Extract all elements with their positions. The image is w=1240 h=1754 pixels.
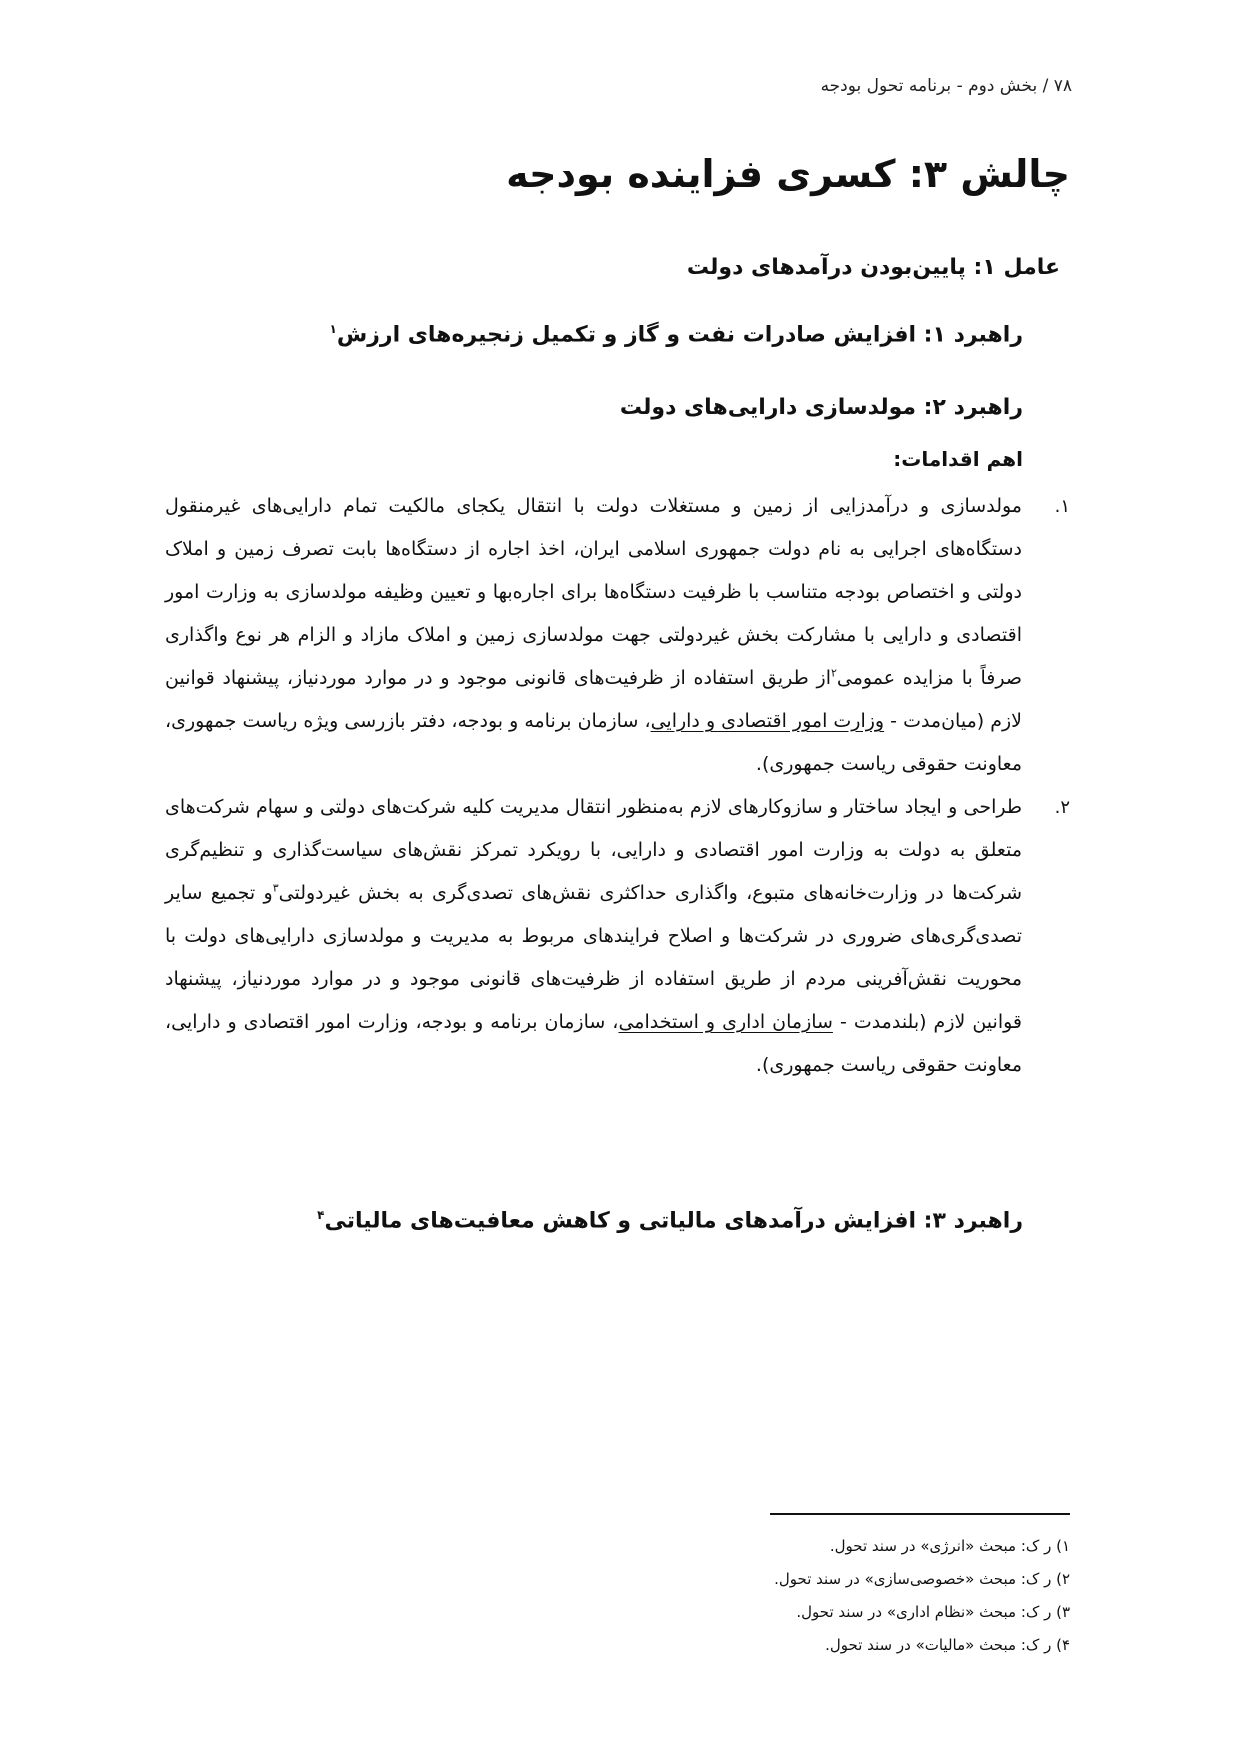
actions-list [165,485,1070,1087]
footnote-ref-2[interactable]: ۲ [830,666,837,680]
action-text: ، سازمان برنامه و بودجه، دفتر بازرسی ویژه ریاست جمهوری، معاونت حقوقی ریاست جمهوری). [165,710,1022,775]
action-text: طراحی و ایجاد ساختار و سازوکارهای لازم به‌منظور انتقال مدیریت کلیه شرکت‌های دولتی و سهام شرکت‌های متعلق به دولت به وزارت امور اقتصادی و دارایی، با رویکرد تمرکز نقش‌های سیاست‌گذاری و تنظیم‌گری شرکت‌ها در وزارت‌خانه‌های متبوع، واگذاری حداکثری نقش‌های تصدی‌گری به بخش غیردولتی [165,796,1022,904]
strategy-heading-text: راهبرد ۳: افزایش درآمدهای مالیاتی و کاهش معافیت‌های مالیاتی [324,1208,1023,1234]
action-text: از طریق استفاده از ظرفیت‌های قانونی موجود و در موارد موردنیاز، پیشنهاد قوانین لازم (میان‌مدت - [165,667,1022,732]
strategy-heading-3 [317,1208,1023,1233]
running-header: ۷۸ / بخش دوم - برنامه تحول بودجه [820,76,1072,96]
responsible-lead-agency: وزارت امور اقتصادی و دارایی [650,710,885,732]
footnote-ref-1[interactable]: ۱ [329,322,337,336]
footnote-divider [770,1513,1070,1515]
action-number: ۲. [1054,797,1070,818]
footnotes-list [774,1530,1070,1662]
chapter-title: چالش ۳: کسری فزاینده بودجه [506,152,1070,196]
action-item-2 [165,786,1070,1087]
action-item-1 [165,485,1070,786]
footnote-3: ۳) ر ک: مبحث «نظام اداری» در سند تحول. [796,1603,1070,1621]
action-text: و تجمیع سایر تصدی‌گری‌های ضروری در شرکت‌ها و اصلاح فرایندهای مربوط به مدیریت و مولدسازی دارایی‌های دولت با محوریت نقش‌آفرینی مردم از طریق استفاده از ظرفیت‌های قانونی موجود و در موارد موردنیاز، پیشنهاد قوانین لازم (بلندمدت - [165,882,1022,1033]
footnote-ref-4[interactable]: ۴ [317,1208,325,1222]
action-text: مولدسازی و درآمدزایی از زمین و مستغلات دولت با انتقال یکجای مالکیت تمام دارایی‌های غیرمنقول دستگاه‌های اجرایی به نام دولت جمهوری اسلامی ایران، اخذ اجاره از دستگاه‌ها بابت تصرف زمین و املاک دولتی و اختصاص بودجه متناسب با ظرفیت دستگاه‌ها برای اجاره‌بها و تعیین وظیفه مولدسازی به وزارت امور اقتصادی و دارایی با مشارکت بخش غیردولتی جهت مولدسازی زمین و املاک مازاد و الزام هر نوع واگذاری صرفاً با مزایده عمومی [165,495,1022,689]
strategy-heading-text: راهبرد ۲: مولدسازی دارایی‌های دولت [619,395,1023,420]
footnote-4: ۴) ر ک: مبحث «مالیات» در سند تحول. [825,1636,1070,1654]
strategy-heading-2 [620,395,1023,420]
key-actions-label: اهم اقدامات: [893,447,1023,471]
footnote-ref-3[interactable]: ۳ [272,881,279,895]
action-number: ۱. [1054,496,1070,517]
factor-heading: عامل ۱: پایین‌بودن درآمدهای دولت [686,255,1060,280]
footnote-2: ۲) ر ک: مبحث «خصوصی‌سازی» در سند تحول. [774,1570,1070,1588]
strategy-heading-1 [330,322,1023,347]
action-text: ، سازمان برنامه و بودجه، وزارت امور اقتصادی و دارایی، معاونت حقوقی ریاست جمهوری). [165,1011,1022,1076]
footnote-1: ۱) ر ک: مبحث «انرژی» در سند تحول. [829,1537,1070,1555]
strategy-heading-text: راهبرد ۱: افزایش صادرات نفت و گاز و تکمیل زنجیره‌های ارزش [336,322,1023,348]
responsible-lead-agency: سازمان اداری و استخدامی [618,1011,833,1033]
